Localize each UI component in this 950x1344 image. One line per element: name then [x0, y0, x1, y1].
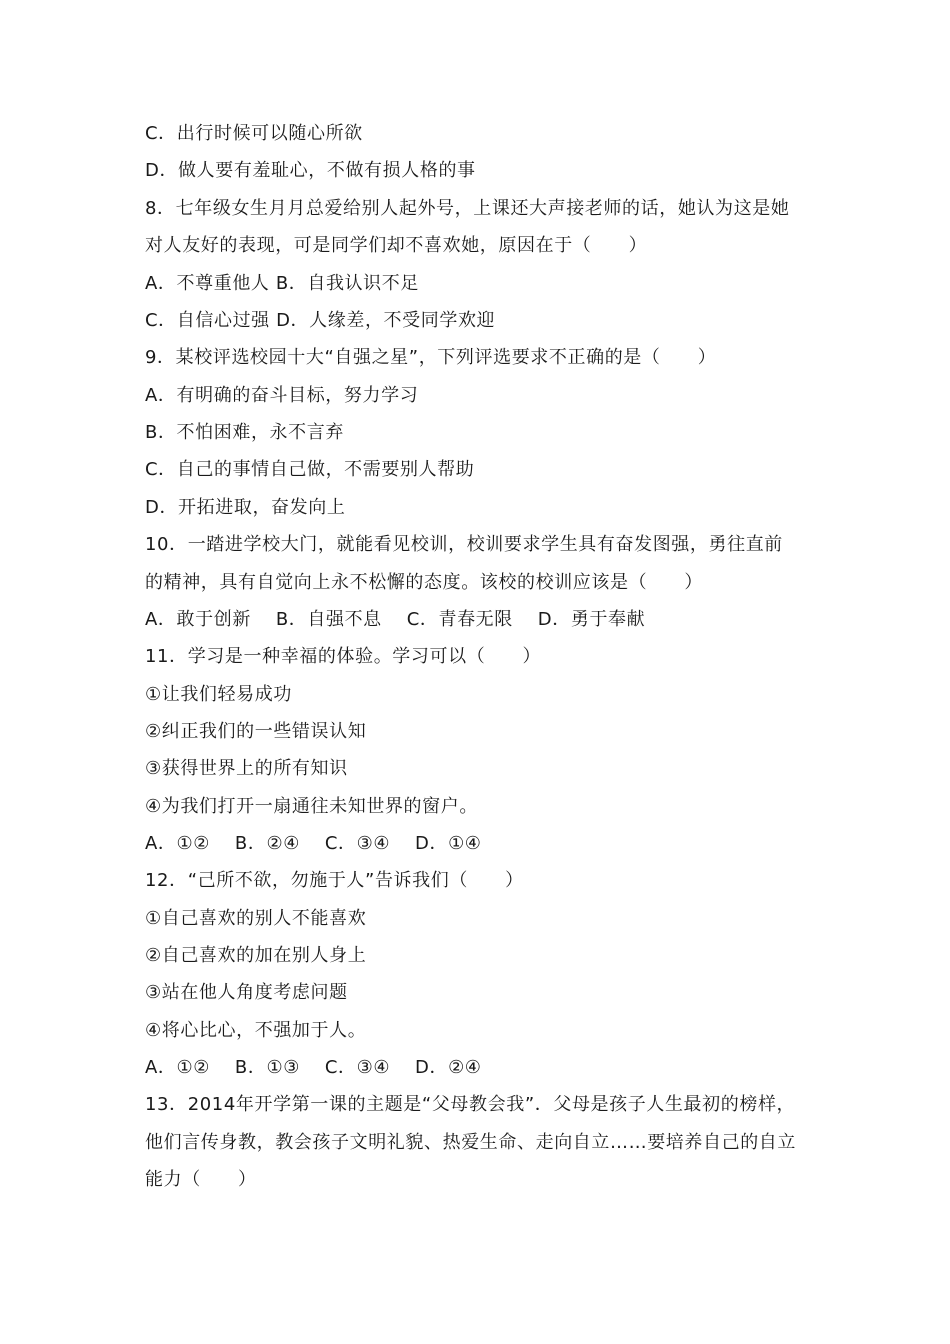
- question-line: 能力（ ）: [145, 1169, 257, 1190]
- option-line: D．做人要有羞耻心，不做有损人格的事: [145, 160, 476, 181]
- statement-line: ②纠正我们的一些错误认知: [145, 721, 367, 742]
- option-line: A．①② B．①③ C．③④ D．②④: [145, 1057, 482, 1078]
- statement-line: ②自己喜欢的加在别人身上: [145, 945, 367, 966]
- option-line: A．①② B．②④ C．③④ D．①④: [145, 833, 482, 854]
- statement-line: ③获得世界上的所有知识: [145, 758, 348, 779]
- question-line: 8．七年级女生月月总爱给别人起外号，上课还大声接老师的话，她认为这是她: [145, 198, 790, 219]
- question-line: 10．一踏进学校大门，就能看见校训，校训要求学生具有奋发图强，勇往直前: [145, 534, 783, 555]
- question-line: 他们言传身教，教会孩子文明礼貌、热爱生命、走向自立……要培养自己的自立: [145, 1132, 796, 1153]
- question-line: 的精神，具有自觉向上永不松懈的态度。该校的校训应该是（ ）: [145, 572, 703, 593]
- option-line: A．不尊重他人 B．自我认识不足: [145, 273, 419, 294]
- option-line: C．出行时候可以随心所欲: [145, 123, 363, 144]
- option-line: A．敢于创新 B．自强不息 C．青春无限 D．勇于奉献: [145, 609, 646, 630]
- statement-line: ④为我们打开一扇通往未知世界的窗户。: [145, 796, 478, 817]
- option-line: C．自信心过强 D．人缘差，不受同学欢迎: [145, 310, 496, 331]
- question-line: 12．“己所不欲，勿施于人”告诉我们（ ）: [145, 870, 524, 891]
- option-line: B．不怕困难，永不言弃: [145, 422, 344, 443]
- statement-line: ④将心比心，不强加于人。: [145, 1020, 367, 1041]
- option-line: C．自己的事情自己做，不需要别人帮助: [145, 459, 475, 480]
- option-line: A．有明确的奋斗目标，努力学习: [145, 385, 419, 406]
- statement-line: ①自己喜欢的别人不能喜欢: [145, 908, 367, 929]
- question-line: 9．某校评选校园十大“自强之星”，下列评选要求不正确的是（ ）: [145, 347, 717, 368]
- question-line: 对人友好的表现，可是同学们却不喜欢她，原因在于（ ）: [145, 235, 648, 256]
- question-line: 11．学习是一种幸福的体验。学习可以（ ）: [145, 646, 542, 667]
- question-line: 13．2014年开学第一课的主题是“父母教会我”．父母是孩子人生最初的榜样，: [145, 1094, 796, 1115]
- statement-line: ①让我们轻易成功: [145, 684, 292, 705]
- statement-line: ③站在他人角度考虑问题: [145, 982, 348, 1003]
- option-line: D．开拓进取，奋发向上: [145, 497, 346, 518]
